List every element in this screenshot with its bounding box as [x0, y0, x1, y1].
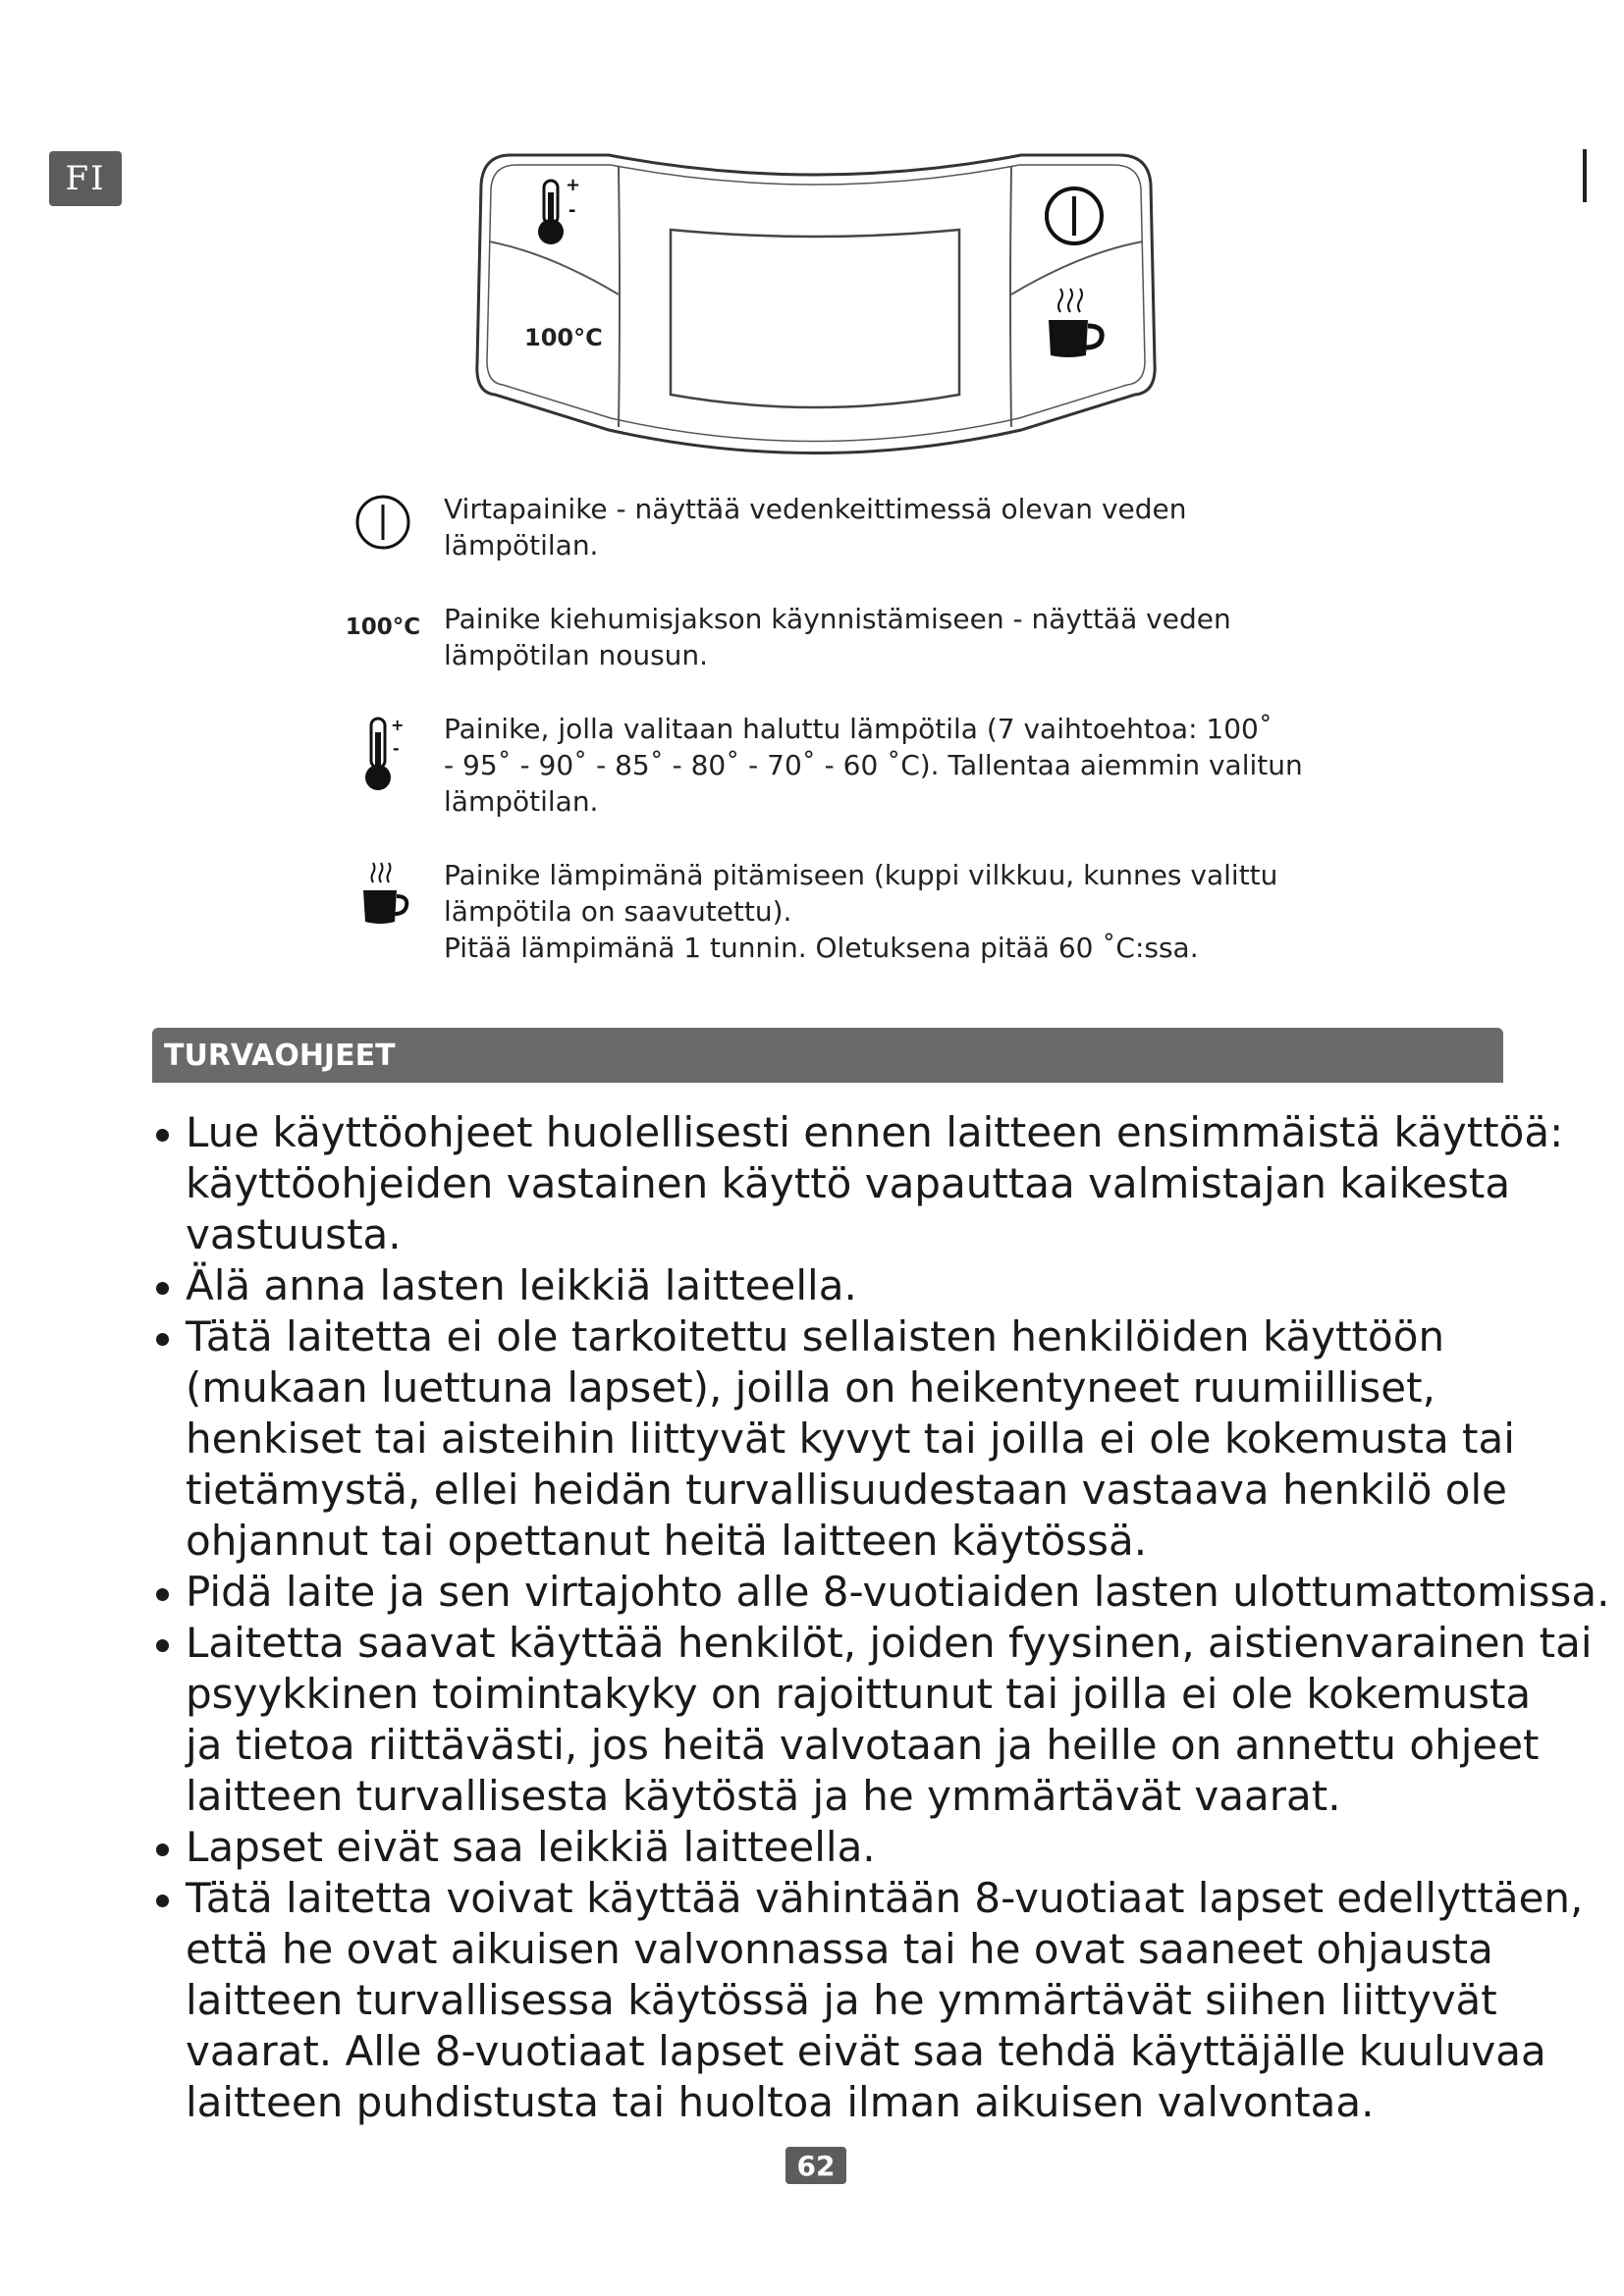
- keep-warm-cup-icon: [1049, 289, 1102, 357]
- power-icon: [1047, 188, 1102, 243]
- safety-instructions-list: [152, 1107, 1610, 2128]
- left-separator: [619, 167, 620, 427]
- legend-item-power: [334, 491, 1316, 563]
- legend-item-boil: [334, 601, 1316, 673]
- svg-text:-: -: [393, 739, 400, 758]
- legend-item-keep-warm: [334, 857, 1316, 966]
- right-separator: [1010, 167, 1011, 427]
- list-item: Lue käyttöohjeet huolellisesti ennen laitteen ensimmäistä käyttöä: käyttöohjeiden vastainen käyttö vapauttaa valmistajan kaikesta vastuusta.: [152, 1107, 1546, 1260]
- button-legend: [334, 491, 1316, 1003]
- svg-text:+: +: [566, 175, 581, 195]
- boil-100-text: 100°C: [345, 614, 421, 640]
- right-divider: [1011, 241, 1143, 294]
- power-icon: [334, 491, 432, 569]
- control-panel-illustration: [471, 137, 1159, 471]
- list-item: Tätä laitetta ei ole tarkoitettu sellaisten henkilöiden käyttöön (mukaan luettuna lapset), joilla on heikentyneet ruumiilliset, henkiset tai aisteihin liittyvät kyvyt tai joilla ei ole kokemusta tai tietämystä, ellei heidän turvallisuudestaan vastaava henkilö ole ohjannut tai opettanut heitä laitteen käytössä.: [152, 1311, 1546, 1567]
- boil-button-label: 100°C: [524, 324, 603, 351]
- svg-text:-: -: [568, 200, 576, 221]
- page-edge-mark: [1583, 149, 1587, 202]
- legend-text: Painike, jolla valitaan haluttu lämpötila (7 vaihtoehtoa: 100˚ - 95˚ - 90˚ - 85˚ - 80˚ - 70˚ - 60 ˚C). Tallentaa aiemmin valitun lämpötilan.: [444, 713, 1303, 818]
- language-tab: FI: [49, 151, 122, 206]
- legend-text: Painike kiehumisjakson käynnistämiseen - näyttää veden lämpötilan nousun.: [444, 603, 1231, 671]
- legend-text: Virtapainike - näyttää vedenkeittimessä olevan veden lämpötilan.: [444, 493, 1187, 561]
- thermometer-icon: [538, 175, 580, 244]
- left-divider: [489, 241, 619, 294]
- keep-warm-cup-icon: [334, 857, 432, 935]
- list-item: Laitetta saavat käyttää henkilöt, joiden fyysinen, aistienvarainen tai psyykkinen toimintakyky on rajoittunut tai joilla ei ole kokemusta ja tietoa riittävästi, jos heitä valvotaan ja heille on annettu ohjeet laitteen turvallisesta käytöstä ja he ymmärtävät vaarat.: [152, 1618, 1546, 1822]
- section-title-bar: TURVAOHJEET: [152, 1028, 1503, 1083]
- legend-item-temperature: [334, 711, 1316, 820]
- list-item: Tätä laitetta voivat käyttää vähintään 8-vuotiaat lapset edellyttäen, että he ovat aikuisen valvonnassa tai he ovat saaneet ohjausta laitteen turvallisessa käytössä ja he ymmärtävät siihen liittyvät vaarat. Alle 8-vuotiaat lapset eivät saa tehdä käyttäjälle kuuluvaa laitteen puhdistusta tai huoltoa ilman aikuisen valvontaa.: [152, 1873, 1546, 2128]
- list-item: Älä anna lasten leikkiä laitteella.: [152, 1260, 1546, 1311]
- panel-inner-outline: [487, 165, 1145, 442]
- thermometer-icon: [334, 711, 432, 789]
- boil-100-label: [334, 601, 432, 679]
- display-screen: [671, 230, 959, 407]
- page-number: 62: [785, 2147, 846, 2184]
- list-item: Lapset eivät saa leikkiä laitteella.: [152, 1822, 1546, 1873]
- legend-text: Painike lämpimänä pitämiseen (kuppi vilkkuu, kunnes valittu lämpötila on saavutettu). Pitää lämpimänä 1 tunnin. Oletuksena pitää 60 ˚C:ssa.: [444, 859, 1278, 964]
- svg-text:+: +: [391, 716, 405, 734]
- list-item: Pidä laite ja sen virtajohto alle 8-vuotiaiden lasten ulottumattomissa.: [152, 1567, 1546, 1618]
